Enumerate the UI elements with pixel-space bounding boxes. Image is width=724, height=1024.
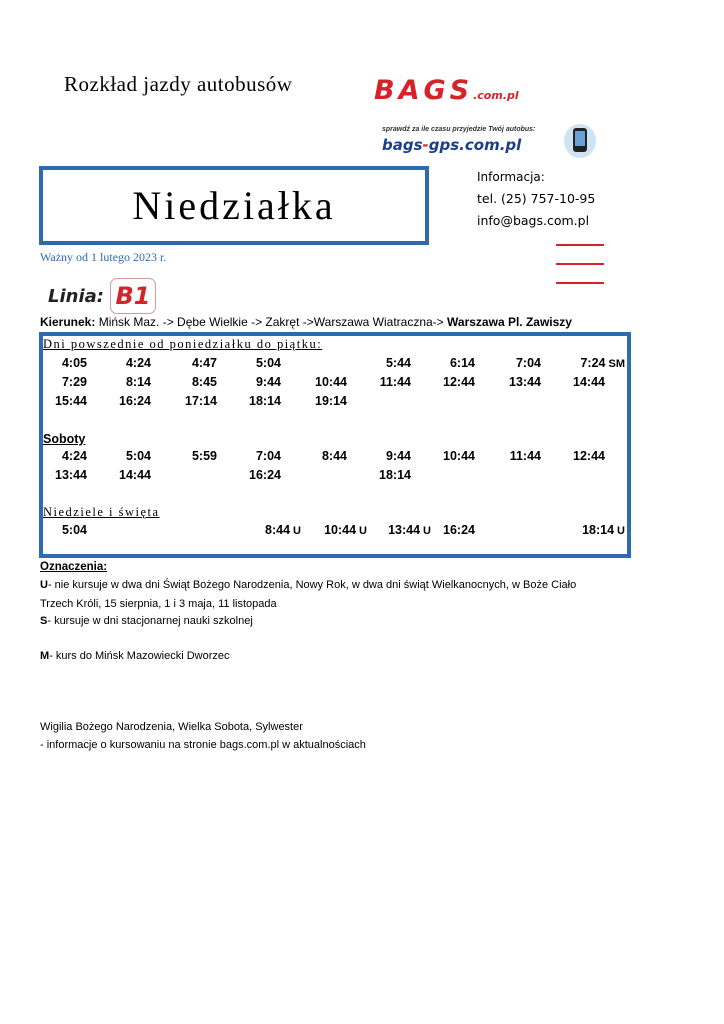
valid-from: Ważny od 1 lutego 2023 r. [40, 250, 167, 264]
line-number-badge: B1 [110, 278, 156, 314]
timetable [39, 332, 631, 558]
departure-time: 6:14 [449, 356, 475, 370]
timetable-row [43, 356, 627, 372]
bags-logo [374, 75, 640, 106]
legend-m [40, 650, 230, 662]
departure-time: 7:04 [515, 356, 541, 370]
departure-time: 14:44 [119, 468, 151, 482]
departure-time: 16:24 [249, 468, 281, 482]
departure-time: 12:44 [573, 449, 605, 463]
departure-time: 8:45 [191, 375, 217, 389]
departure-time: 11:44 [379, 375, 411, 389]
day-title: Niedziałka [132, 183, 336, 228]
line-header [48, 278, 156, 314]
departure-time: 8:14 [125, 375, 151, 389]
legend-u-cont: Trzech Króli, 15 sierpnia, 1 i 3 maja, 11 listopada [40, 598, 277, 610]
departure-time: 5:04 [125, 449, 151, 463]
departure-time: 13:44 [55, 468, 87, 482]
departure-mark: U [617, 525, 625, 537]
departure-time: 9:44 [385, 449, 411, 463]
brand-name: BAGS [374, 75, 474, 106]
gps-site-dash: - [422, 136, 429, 154]
departure-time: 8:44 U [265, 523, 301, 537]
departure-time: 11:44 [509, 449, 541, 463]
decorative-red-lines [556, 244, 604, 301]
departure-time: 8:44 [321, 449, 347, 463]
timetable-row [43, 468, 627, 484]
departure-time: 16:24 [119, 394, 151, 408]
gps-site-part-b: gps.com.pl [428, 136, 522, 154]
day-title-box [39, 166, 429, 245]
legend-s-text: - kursuje w dni stacjonarnej nauki szkolnej [47, 615, 253, 627]
legend-m-text: - kurs do Mińsk Mazowiecki Dworzec [49, 650, 230, 662]
departure-mark: U [359, 525, 367, 537]
gps-tagline: sprawdź za ile czasu przyjedzie Twój autobus: [382, 126, 536, 133]
departure-time: 4:05 [61, 356, 87, 370]
departure-time: 14:44 [573, 375, 605, 389]
legend-u-text-1: - nie kursuje w dwa dni Świąt Bożego Narodzenia, Nowy Rok, w dwa dni świąt Wielkanocnych, w Boże Ciało [47, 579, 577, 591]
departure-time: 5:59 [191, 449, 217, 463]
legend-m-key: M [40, 650, 50, 662]
legend-u-key: U [40, 579, 48, 591]
departure-time: 10:44 [315, 375, 347, 389]
departure-time: 4:24 [125, 356, 151, 370]
departure-time: 18:14 [379, 468, 411, 482]
departure-time: 5:04 [255, 356, 281, 370]
departure-time: 10:44 [443, 449, 475, 463]
legend-u [40, 579, 576, 591]
timetable-row [43, 394, 627, 410]
departure-time: 5:04 [61, 523, 87, 537]
direction [40, 315, 572, 329]
direction-route: Mińsk Maz. -> Dębe Wielkie -> Zakręt ->Warszawa Wiatraczna-> [98, 315, 444, 329]
departure-time: 4:24 [61, 449, 87, 463]
departure-time: 9:44 [255, 375, 281, 389]
departure-time: 15:44 [55, 394, 87, 408]
gps-site-link [382, 136, 521, 154]
phone-icon [564, 124, 596, 158]
document-title: Rozkład jazdy autobusów [64, 72, 293, 96]
direction-destination: Warszawa Pl. Zawiszy [447, 315, 572, 329]
timetable-row [43, 523, 627, 539]
section-weekdays: Dni powszednie od poniedziałku do piątku: [43, 337, 323, 351]
line-label: Linia: [48, 285, 104, 307]
departure-time: 13:44 U [388, 523, 431, 537]
timetable-row [43, 449, 627, 465]
departure-time: 19:14 [315, 394, 347, 408]
departure-time: 13:44 [509, 375, 541, 389]
gps-banner [380, 122, 600, 162]
departure-mark: U [293, 525, 301, 537]
departure-time: 17:14 [185, 394, 217, 408]
footnote-line-2: - informacje o kursowaniu na stronie bags.com.pl w aktualnościach [40, 739, 366, 751]
departure-time: 18:14 U [582, 523, 625, 537]
departure-time: 10:44 U [324, 523, 367, 537]
legend-s-key: S [40, 615, 48, 627]
legend-heading: Oznaczenia: [40, 561, 108, 573]
departure-time: 7:04 [255, 449, 281, 463]
legend-s [40, 615, 253, 627]
departure-time: 4:47 [191, 356, 217, 370]
direction-label: Kierunek: [40, 315, 96, 329]
info-label: Informacja: [477, 170, 545, 184]
contact-info [477, 166, 595, 232]
departure-time: 18:14 [249, 394, 281, 408]
departure-time: 7:29 [61, 375, 87, 389]
section-saturdays: Soboty [43, 432, 86, 446]
gps-site-part-a: bags [382, 136, 423, 154]
info-email: info@bags.com.pl [477, 213, 590, 228]
timetable-row [43, 375, 627, 391]
departure-time: 12:44 [443, 375, 475, 389]
brand-suffix: .com.pl [473, 89, 519, 102]
section-sundays: Niedziele i święta [43, 505, 160, 519]
departure-time: 16:24 [443, 523, 475, 537]
footnote-line-1: Wigilia Bożego Narodzenia, Wielka Sobota, Sylwester [40, 721, 303, 733]
departure-mark: SM [608, 358, 625, 370]
departure-time: 7:24 SM [580, 356, 625, 370]
departure-mark: U [423, 525, 431, 537]
info-phone: tel. (25) 757-10-95 [477, 191, 596, 206]
departure-time: 5:44 [385, 356, 411, 370]
